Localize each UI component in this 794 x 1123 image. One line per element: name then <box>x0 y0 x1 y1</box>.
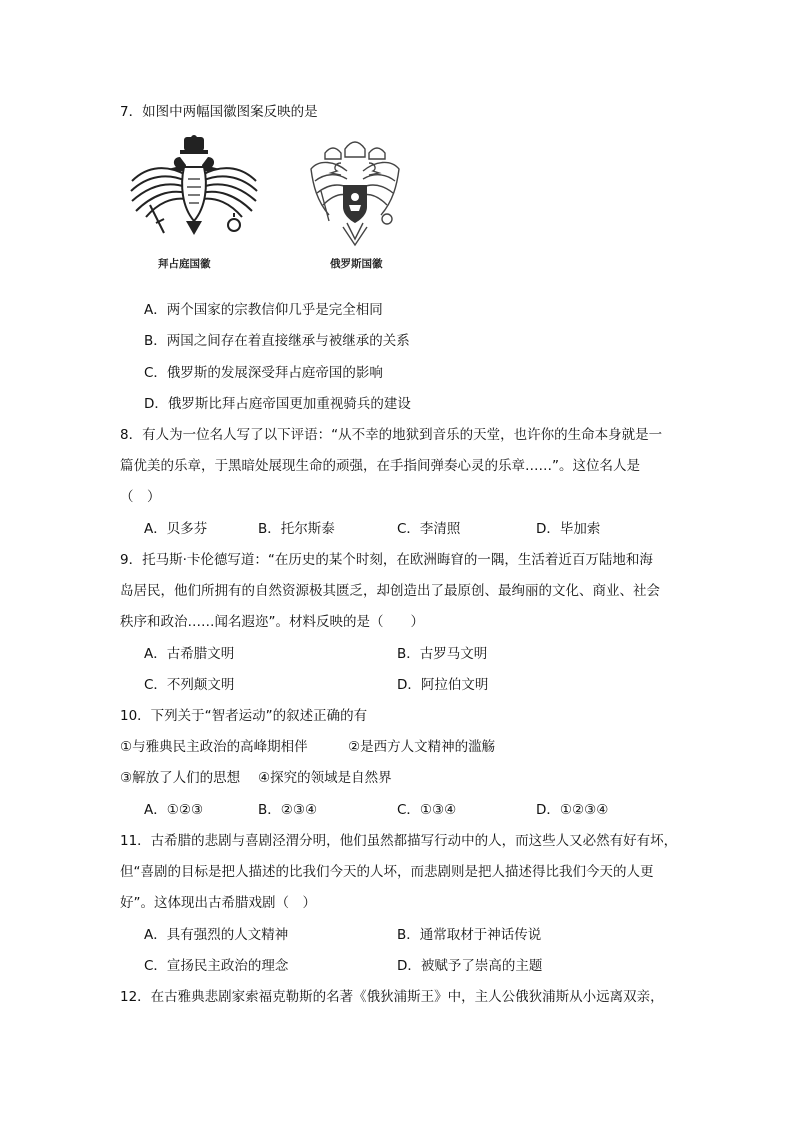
byzantine-emblem-icon <box>128 135 260 247</box>
q7-stem: 7．如图中两幅国徽图案反映的是 <box>120 104 318 120</box>
q8-option-b[interactable]: B．托尔斯泰 <box>258 521 335 537</box>
q9-line-1: 9．托马斯·卡伦德写道：“在历史的某个时刻，在欧洲晦窅的一隅，生活着近百万陆地和海 <box>120 552 653 568</box>
byzantine-emblem-caption: 拜占庭国徽 <box>158 258 211 270</box>
q9-option-d[interactable]: D．阿拉伯文明 <box>397 677 489 693</box>
q9-option-c[interactable]: C．不列颠文明 <box>144 677 235 693</box>
q7-option-a[interactable]: A．两个国家的宗教信仰几乎是完全相同 <box>144 302 383 318</box>
q8-line-2: 篇优美的乐章，于黑暗处展现生命的顽强，在手指间弹奏心灵的乐章……”。这位名人是 <box>120 458 640 474</box>
q10-option-d[interactable]: D．①②③④ <box>536 802 609 818</box>
q11-line-1: 11．古希腊的悲剧与喜剧泾渭分明，他们虽然都描写行动中的人，而这些人又必然有好有坏， <box>120 833 678 849</box>
q9-line-3: 秩序和政治……闻名遐迩”。材料反映的是（ ） <box>120 614 424 630</box>
q8-option-d[interactable]: D．毕加索 <box>536 521 601 537</box>
q7-option-c[interactable]: C．俄罗斯的发展深受拜占庭帝国的影响 <box>144 365 383 381</box>
q8-option-a[interactable]: A．贝多芬 <box>144 521 208 537</box>
q8-option-c[interactable]: C．李清照 <box>397 521 461 537</box>
q8-line-3: （ ） <box>120 489 161 505</box>
q10-option-a[interactable]: A．①②③ <box>144 802 204 818</box>
q9-option-b[interactable]: B．古罗马文明 <box>397 646 488 662</box>
q8-line-1: 8．有人为一位名人写了以下评语：“从不幸的地狱到音乐的天堂，也许你的生命本身就是一 <box>120 427 663 443</box>
q10-option-b[interactable]: B．②③④ <box>258 802 318 818</box>
q9-line-2: 岛居民，他们所拥有的自然资源极其匮乏，却创造出了最原创、最绚丽的文化、商业、社会 <box>120 583 660 599</box>
q9-option-a[interactable]: A．古希腊文明 <box>144 646 235 662</box>
q11-option-a[interactable]: A．具有强烈的人文精神 <box>144 927 289 943</box>
q10-item-4: ④探究的领域是自然界 <box>258 770 392 786</box>
q7-option-b[interactable]: B．两国之间存在着直接继承与被继承的关系 <box>144 333 410 349</box>
q10-item-2: ②是西方人文精神的滥觞 <box>348 739 496 755</box>
q10-option-c[interactable]: C．①③④ <box>397 802 457 818</box>
q10-item-1: ①与雅典民主政治的高峰期相伴 <box>120 739 308 755</box>
q11-option-c[interactable]: C．宣扬民主政治的理念 <box>144 958 289 974</box>
q10-stem: 10．下列关于“智者运动”的叙述正确的有 <box>120 708 368 724</box>
russian-emblem-icon <box>307 135 403 247</box>
q10-item-3: ③解放了人们的思想 <box>120 770 241 786</box>
q11-option-d[interactable]: D．被赋予了崇高的主题 <box>397 958 543 974</box>
russian-emblem-caption: 俄罗斯国徽 <box>330 258 383 270</box>
q11-line-3: 好”。这体现出古希腊戏剧（ ） <box>120 895 316 911</box>
q11-option-b[interactable]: B．通常取材于神话传说 <box>397 927 542 943</box>
q11-line-2: 但“喜剧的目标是把人描述的比我们今天的人坏，而悲剧则是把人描述得比我们今天的人更 <box>120 864 654 880</box>
q7-option-d[interactable]: D．俄罗斯比拜占庭帝国更加重视骑兵的建设 <box>144 396 411 412</box>
q12-line-1: 12．在古雅典悲剧家索福克勒斯的名著《俄狄浦斯王》中，主人公俄狄浦斯从小远离双亲， <box>120 989 664 1005</box>
